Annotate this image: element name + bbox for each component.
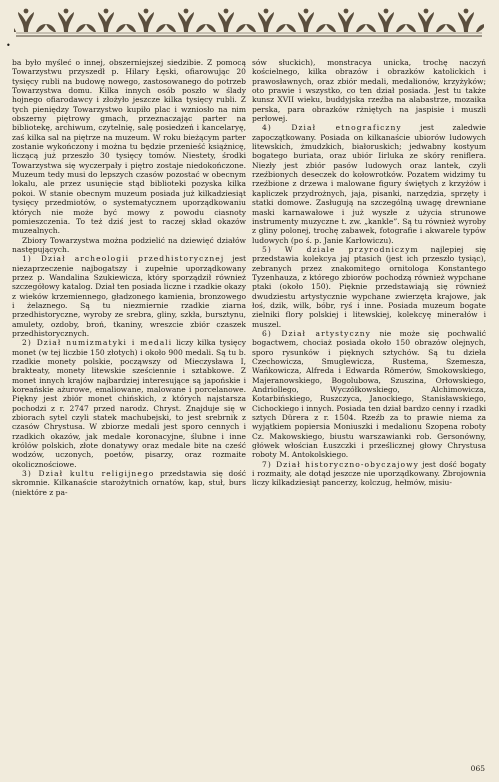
section-text: jest zaledwie zapoczątkowany. Posiada on kilkanaście ubiorów ludowych litewskich, żmudzkich, białoruskich; jedwabny kostyum bogatego buriata, oraz ubiór Iirluka ze skóry reniflera. Niezły jest zbiór pasów ludowych oraz lantek, czyli rzeźbionych deseczek do kołowrotków. Pozatem widzimy tu rzeźbione z drzewa i malowane figury świętych z krzyżów i kapliczek przydrożnych, jaja, pisanki, narzędzia, sprzęty i statki domowe. Zasługują na szczególną uwagę drewniane maski karnawałowe i już wyszłe z użycia strunowe instrumenty muzyczne t. zw. „kankle”. Są tu również wyroby z gliny polonej, trochę zabawek, fotografie i akwarele typów ludowych (po ś. p. Janie Karłowiczu). — [252, 123, 486, 245]
margin-bullet: • — [6, 41, 11, 50]
section-text: nie może się pochwalić bogactwem, chociaż posiada około 150 obrazów olejnych, sporo rysunków i pięknych sztychów. Są tu dzieła Czechowicza, Smuglewicza, Rustema, Szemesza, Wańkowicza, Alfreda i Edwarda Römerów, Smokowskiego, Majeranowskiego, Bogolubowa, Szuszina, Orłowskiego, Andriollego, Wyczółkowskiego, Alchimowicza, Kotarbińskiego, Ruszczyca, Janockiego, Stanisławskiego, Cichockiego i innych. Posiada ten dział bardzo cenny i rzadki sztych Dürera z r. 1504. Rzeźb za to prawie niema za wyjątkiem popiersia Moniuszki i medalionu Szopena roboty Cz. Makowskiego, biustu warszawianki rob. Gersonówny, główek włościan Łuszczki i prześlicznej głowy Chrystusa roboty M. Antokolskiego. — [252, 328, 487, 460]
section-heading: 4) Dział etnograficzny — [262, 123, 402, 133]
decorative-header-ornament — [14, 6, 484, 40]
section-numismatics — [12, 338, 246, 469]
section-heading: 6) Dział artystyczny — [262, 328, 371, 338]
section-text: liczy kilka tysięcy monet (w tej liczbie 150 złotych) i około 900 medali. Są tu b. rzadkie monety polskie, począwszy od Mieczysława I, brakteaty, monety litewskie sześciennie i sztabkowe. Z monet innych krajów najbardziej interesujące są japońskie i koreańskie ażurowe, emaliowane, malowane i porcelanowe. Piękny jest zbiór monet chińskich, z których najstarsza pochodzi z r. 2747 przed narodz. Chryst. Znajduje się w zbiorach sytel czyli statek machubejski, to jest srebrnik z czasów Chrystusa. W zbiorze medali jest sporo cennych i rzadkich okazów, jak medale koronacyjne, ślubne i inne królów polskich, złote donatywy oraz medale bite na cześć wodzów, uczonych, poetów, pisarzy, oraz rozmaite okolicznościowe. — [12, 338, 246, 469]
section-archeology — [12, 254, 246, 338]
paragraph: ba było myśleć o innej, obszerniejszej siedzibie. Z pomocą Towarzystwu przyszedł p. Hilary Łęski, ofiarowując 20 tysięcy rubli na budowę nowego, zastosowanego do potrzeb Towarzystwa domu. Kilka innych osób poszło w ślady hojnego ofiarodawcy i złożyło jeszcze kilka tysięcy rubli. Z tych pieniędzy Towarzystwo kupiło plac i wzniosło na nim obszerny piętrowy gmach, przeznaczając parter na bibliotekę, archiwum, czytelnię, salę posiedzeń i kancelaryę, zaś kilka sal na piętrze na muzeum. W roku bieżącym parter zostanie wykończony i można tu będzie przenieść książnicę, liczącą już przeszło 30 tysięcy tomów. Niestety, środki Towarzystwa się wyczerpały i piętro zostaje niedokończone. Muzeum tedy musi do lepszych czasów pozostać w obecnym lokalu, ale przez usunięcie stąd biblioteki pozyska kilka pokoi. W stanie obecnym muzeum posiada już kilkadziesiąt tysięcy przedmiotów, o systematycznem uporządkowaniu których nie może być mowy z powodu ciasnoty pomieszczenia. To też dziś jest to raczej skład okazów muzealnych. — [12, 58, 246, 236]
page-number: 065 — [470, 764, 485, 773]
section-heading: 3) Dział kultu religijnego — [22, 469, 155, 479]
section-text: jest niezaprzeczenie najbogatszy i zupełnie uporządkowany przez p. Wandalina Szukiewicza, który sporządził również szczegółowy katalog. Dział ten posiada liczne i rzadkie okazy z wieków krzemiennego, gładzonego kamienia, bronzowego i żelaznego. Są tu niezmiernie rzadkie ziarna przedhistoryczne, wyroby ze srebra, gliny, szkła, bursztynu, amulety, ozdoby, broń, tkaniny, wreszcie zbiór czaszek przedhistorycznych. — [12, 254, 246, 338]
paragraph: sów słuckich), monstracya unicka, trochę naczyń kościelnego, kilka obrazów i obrazków katolickich i prawosławnych, oraz zbiór medali, medalionów, krzyżyków; oto prawie i wszystko, co ten dział posiada. Jest tu także kunsz XVII wieku, buddyjska rzeźba na alabastrze, mozaika perska, para obrazków rżniętych na jaspisie i muszli perłowej. — [252, 58, 486, 124]
section-heading: 1) Dział archeologii przedhistorycznej — [22, 254, 225, 264]
section-text: przedstawia się dość skromnie. Kilkanaście starożytnich ornatów, kap, stuł, burs (niektóre z pa- — [12, 469, 246, 497]
paragraph: Zbiory Towarzystwa można podzielić na dziewięć działów następujących. — [12, 235, 246, 254]
right-column — [252, 58, 486, 488]
section-heading: 2) Dział numizmatyki i medali — [22, 338, 173, 348]
section-text: najlepiej się przedstawia kolekcya jaj ptasich (jest ich przeszło tysiąc), zebranych przez znakomitego ornitologa Konstantego Tyzenhauza, z którego zbiorów pochodzą również wypchane ptaki (około 150). Pięknie przedstawiają się również dwudziestu artystycznie wypchane zwierzęta krajowe, jak łoś, dzik, wilk, bóbr, ryś i inne. Posiada muzeum bogate zielniki flory polskiej i litewskiej, kolekcyę minerałów i muszel. — [252, 244, 486, 329]
section-history-customs — [252, 460, 486, 488]
section-heading: 5) W dziale przyrodniczym — [262, 244, 419, 254]
section-heading: 7) Dział historyczno-obyczajowy — [262, 459, 419, 469]
section-ethnography — [252, 123, 486, 244]
section-art — [252, 329, 486, 460]
section-natural-history — [252, 245, 486, 329]
left-column — [12, 58, 246, 497]
section-religious-cult — [12, 469, 246, 497]
section-text: jest dość bogaty i rozmaity, ale dotąd jeszcze nie uporządkowany. Zbrojownia liczy kilkadziesiąt pancerzy, kolczug, hełmów, misiu- — [252, 459, 486, 488]
